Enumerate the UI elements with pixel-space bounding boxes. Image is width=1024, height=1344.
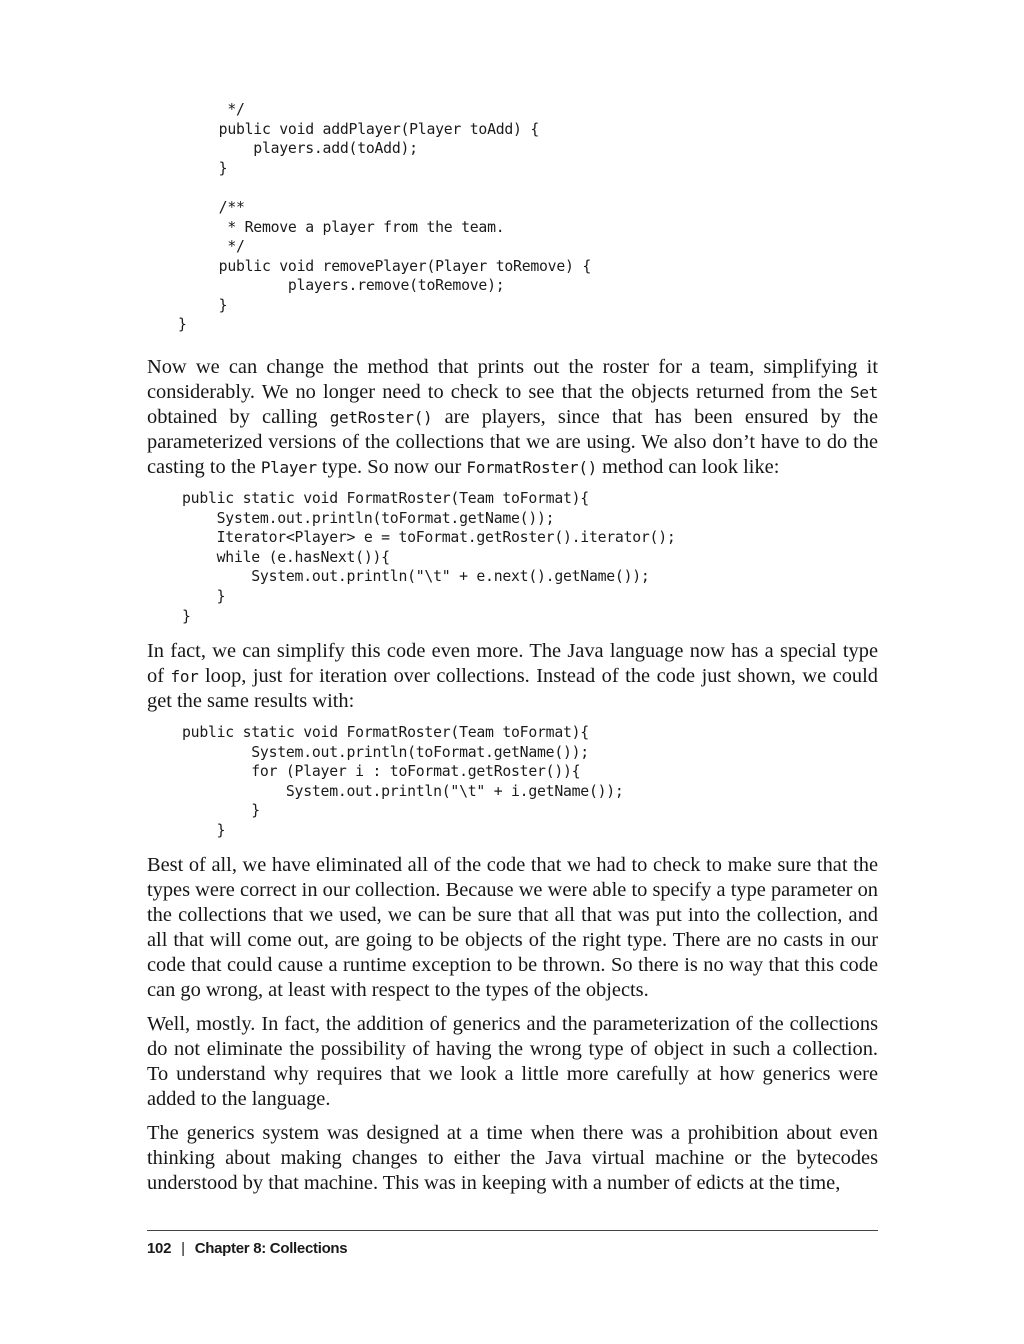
code-line: Iterator<Player> e = toFormat.getRoster().iterator(); — [182, 529, 676, 547]
code-block-closing-brace — [178, 315, 187, 335]
code-block-add-remove-player — [210, 100, 591, 316]
code-line: public void addPlayer(Player toAdd) { — [210, 120, 540, 138]
code-line: System.out.println("\t" + i.getName()); — [182, 782, 624, 800]
code-line: public static void FormatRoster(Team toFormat){ — [182, 724, 589, 741]
code-line: */ — [210, 101, 245, 118]
paragraph-text: type. So now our — [316, 456, 467, 478]
code-line: } — [182, 802, 260, 820]
paragraph-format-roster-intro — [147, 355, 878, 480]
code-line: System.out.println(toFormat.getName()); — [182, 743, 589, 761]
code-line: } — [210, 159, 228, 177]
paragraph-text: Now we can change the method that prints out the roster for a team, simplifying it considerably. We no longer need to check to see that the objects returned from the — [147, 356, 878, 403]
inline-code-format-roster: FormatRoster() — [466, 458, 598, 477]
inline-code-set: Set — [850, 383, 878, 402]
page-footer — [147, 1239, 347, 1259]
paragraph-generics-system: The generics system was designed at a time when there was a prohibition about even thinking about making changes to either the Java virtual machine or the bytecodes understood by that machine. This was in keeping with a number of edicts at the time, — [147, 1122, 878, 1194]
code-line: public static void FormatRoster(Team toFormat){ — [182, 490, 589, 507]
chapter-title: Chapter 8: Collections — [194, 1240, 348, 1257]
footer-separator: | — [181, 1240, 185, 1257]
code-line: */ — [210, 238, 245, 256]
paragraph-text: are players, since that has been ensured by the parameterized versions of the collections that we are using. We also don’t have to do the casting to the — [147, 406, 878, 478]
paragraph-text: obtained by calling — [147, 406, 330, 428]
paragraph-for-loop — [147, 639, 878, 714]
paragraph-text: In fact, we can simplify this code even more. The Java language now has a special type of — [147, 640, 878, 687]
code-line: } — [178, 316, 187, 333]
code-line: for (Player i : toFormat.getRoster()){ — [182, 763, 581, 781]
code-line: } — [182, 607, 191, 625]
code-line: System.out.println("\t" + e.next().getName()); — [182, 568, 650, 586]
code-line: } — [182, 587, 226, 605]
code-block-format-roster-for-each — [182, 723, 624, 841]
code-line: } — [210, 296, 228, 314]
code-line: players.add(toAdd); — [210, 140, 418, 158]
code-line: } — [182, 821, 226, 839]
code-line: public void removePlayer(Player toRemove) { — [210, 257, 591, 275]
code-line: * Remove a player from the team. — [210, 218, 505, 236]
page-number: 102 — [147, 1240, 172, 1257]
inline-code-player: Player — [260, 458, 317, 477]
inline-code-get-roster: getRoster() — [329, 408, 433, 427]
inline-code-for: for — [170, 667, 199, 686]
code-line: /** — [210, 198, 245, 216]
code-line: players.remove(toRemove); — [210, 277, 505, 295]
paragraph-well-mostly: Well, mostly. In fact, the addition of generics and the parameterization of the collections do not eliminate the possibility of having the wrong type of object in such a collection. To understand why requires that we look a little more carefully at how generics were added to the language. — [147, 1013, 878, 1110]
code-line: while (e.hasNext()){ — [182, 548, 390, 566]
code-line: System.out.println(toFormat.getName()); — [182, 509, 555, 527]
paragraph-text: loop, just for iteration over collections. Instead of the code just shown, we could get the same results with: — [147, 665, 878, 712]
paragraph-text: method can look like: — [597, 456, 780, 478]
paragraph-best-of-all: Best of all, we have eliminated all of the code that we had to check to make sure that the types were correct in our collection. Because we were able to specify a type parameter on the collections that we used, we can be sure that all that was put into the collection, and all that will come out, are going to be objects of the right type. There are no casts in our code that could cause a runtime exception to be thrown. So there is no way that this code can go wrong, at least with respect to the types of the objects. — [147, 854, 878, 1001]
code-block-format-roster-iterator — [182, 489, 676, 626]
code-line — [210, 178, 591, 198]
footer-divider — [147, 1230, 878, 1231]
